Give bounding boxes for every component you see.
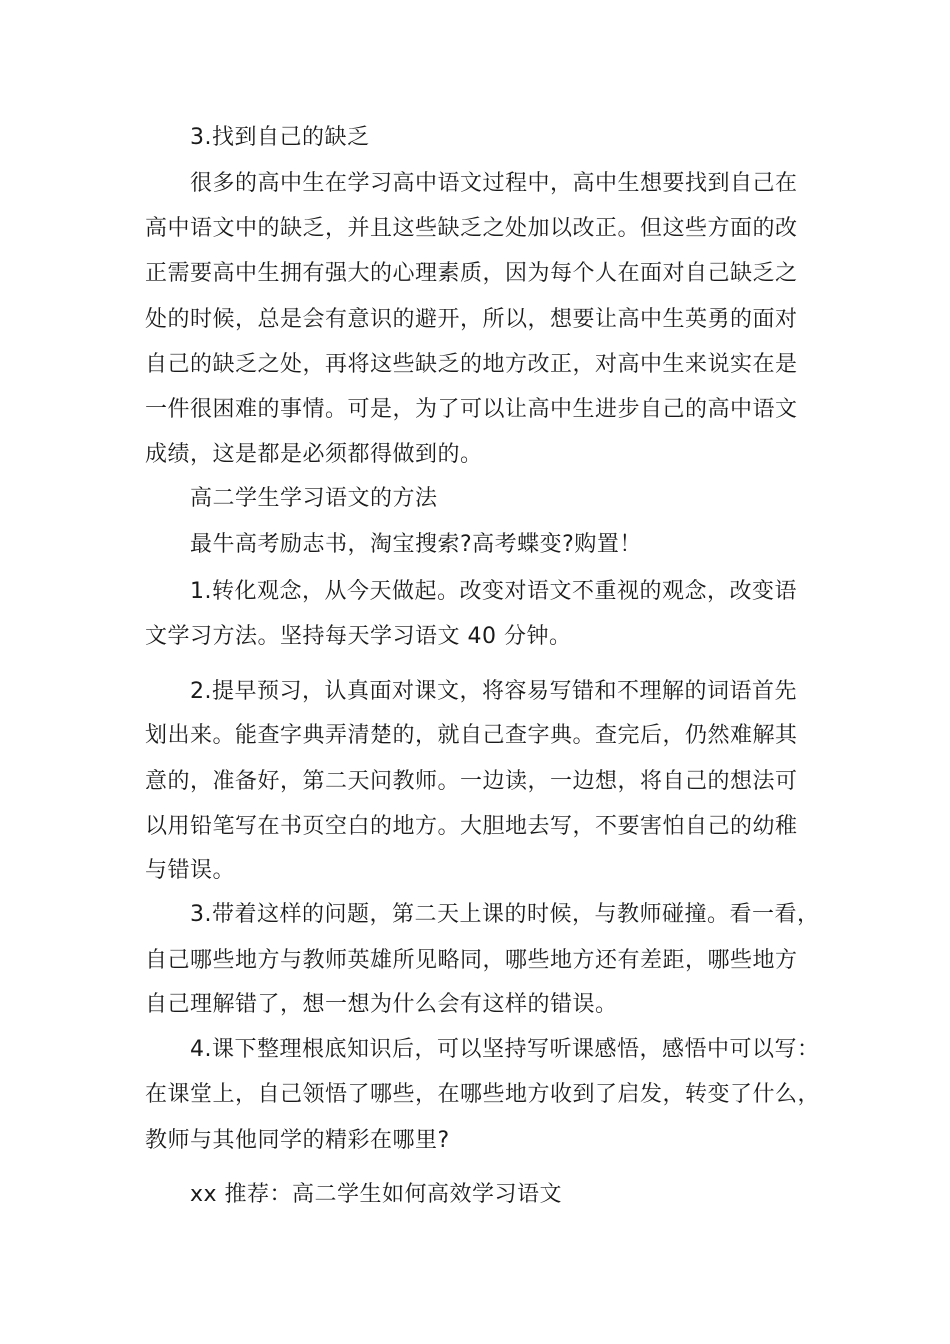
list-item-3-line: 自己理解错了，想一想为什么会有这样的错误。 (145, 992, 618, 1017)
recommend-line: xx 推荐：高二学生如何高效学习语文 (190, 1182, 563, 1207)
list-item-2-line: 划出来。能查字典弄清楚的，就自己查字典。查完后，仍然难解其 (145, 723, 798, 748)
list-item-4-line: 教师与其他同学的精彩在哪里? (145, 1128, 450, 1153)
list-item-1-line: 1.转化观念，从今天做起。改变对语文不重视的观念，改变语 (190, 579, 797, 604)
paragraph-line: 一件很困难的事情。可是，为了可以让高中生进步自己的高中语文 (145, 397, 798, 422)
list-item-1-line: 文学习方法。坚持每天学习语文 40 分钟。 (145, 624, 572, 649)
list-item-2-line: 意的，准备好，第二天问教师。一边读，一边想，将自己的想法可 (145, 769, 798, 794)
paragraph-line: 很多的高中生在学习高中语文过程中，高中生想要找到自己在 (190, 171, 798, 196)
list-item-2-line: 与错误。 (145, 858, 236, 883)
paragraph-line: 自己的缺乏之处，再将这些缺乏的地方改正，对高中生来说实在是 (145, 352, 798, 377)
list-item-4-line: 4.课下整理根底知识后，可以坚持写听课感悟，感悟中可以写： (190, 1037, 820, 1062)
section-heading: 3.找到自己的缺乏 (190, 125, 370, 150)
paragraph-line: 正需要高中生拥有强大的心理素质，因为每个人在面对自己缺乏之 (145, 261, 798, 286)
list-item-3-line: 自己哪些地方与教师英雄所见略同，哪些地方还有差距，哪些地方 (145, 948, 798, 973)
promo-line: 最牛高考励志书，淘宝搜索?高考蝶变?购置！ (190, 532, 642, 557)
paragraph-line: 成绩，这是都是必须都得做到的。 (145, 442, 483, 467)
list-item-2-line: 以用铅笔写在书页空白的地方。大胆地去写，不要害怕自己的幼稚 (145, 814, 798, 839)
list-item-4-line: 在课堂上，自己领悟了哪些，在哪些地方收到了启发，转变了什么， (145, 1082, 821, 1107)
paragraph-line: 处的时候，总是会有意识的避开，所以，想要让高中生英勇的面对 (145, 307, 798, 332)
paragraph-line: 高中语文中的缺乏，并且这些缺乏之处加以改正。但这些方面的改 (145, 216, 798, 241)
list-item-3-line: 3.带着这样的问题，第二天上课的时候，与教师碰撞。看一看， (190, 902, 820, 927)
methods-title: 高二学生学习语文的方法 (190, 486, 438, 511)
list-item-2-line: 2.提早预习，认真面对课文，将容易写错和不理解的词语首先 (190, 679, 797, 704)
